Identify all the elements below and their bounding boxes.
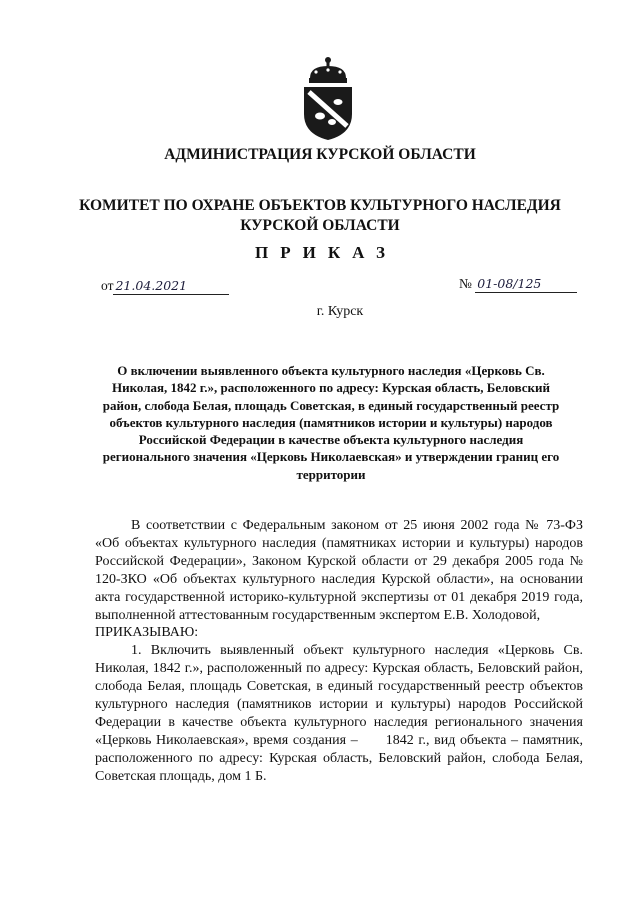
number-handwritten: 01-08/125 xyxy=(475,276,577,293)
order-body xyxy=(95,517,583,786)
document-type: ПРИКАЗ xyxy=(255,243,397,262)
item-1-text-b: 1842 г., вид объекта – памятник, расположенного по адресу: Курская область, Беловский район, слобода Белая, Советская площадь, дом 1 Б. xyxy=(95,732,583,784)
committee-title-line2: КУРСКОЙ ОБЛАСТИ xyxy=(240,217,400,234)
date-handwritten: 21.04.2021 xyxy=(113,278,229,295)
decree-word: ПРИКАЗЫВАЮ: xyxy=(95,625,199,641)
order-date xyxy=(101,278,229,295)
committee-title-line1: КОМИТЕТ ПО ОХРАНЕ ОБЪЕКТОВ КУЛЬТУРНОГО НАСЛЕДИЯ xyxy=(79,197,561,214)
crown-icon xyxy=(309,57,347,83)
number-prefix: № xyxy=(459,276,472,291)
committee-title xyxy=(60,196,580,236)
coat-of-arms-emblem xyxy=(300,56,356,142)
item-1-paragraph xyxy=(95,642,583,785)
item-1-text-a: 1. Включить выявленный объект культурного наследия «Церковь Св. Николая, 1842 г.», расположенный по адресу: Курская область, Беловский район, слобода Белая, площадь Советская, в единый государственный реестр объектов культурного наследия (памятников истории и культуры) народов Российской Федерации в качестве объекта культурного наследия регионального значения «Церковь Николаевская», время создания – xyxy=(95,643,583,748)
city: г. Курск xyxy=(316,304,364,319)
order-number xyxy=(459,276,577,293)
date-prefix: от xyxy=(101,278,114,293)
intro-paragraph: В соответствии с Федеральным законом от 25 июня 2002 года № 73-ФЗ «Об объектах культурного наследия (памятниках истории и культуры) народов Российской Федерации», Законом Курской области от 29 декабря 2005 года № 120-ЗКО «Об объектах культурного наследия Курской области», на основании акта государственной историко-культурной экспертизы от 01 декабря 2019 года, выполненной аттестованным государственным экспертом Е.В. Холодовой, xyxy=(95,518,583,623)
order-subject: О включении выявленного объекта культурного наследия «Церковь Св. Николая, 1842 г.», расположенного по адресу: Курская область, Беловский район, слобода Белая, площадь Советская, в единый государственный реестр объектов культурного наследия (памятников истории и культуры) народов Российской Федерации в качестве объекта культурного наследия регионального значения «Церковь Николаевская» и утверждении границ его территории xyxy=(102,363,560,482)
administration-title: АДМИНИСТРАЦИЯ КУРСКОЙ ОБЛАСТИ xyxy=(164,146,476,163)
